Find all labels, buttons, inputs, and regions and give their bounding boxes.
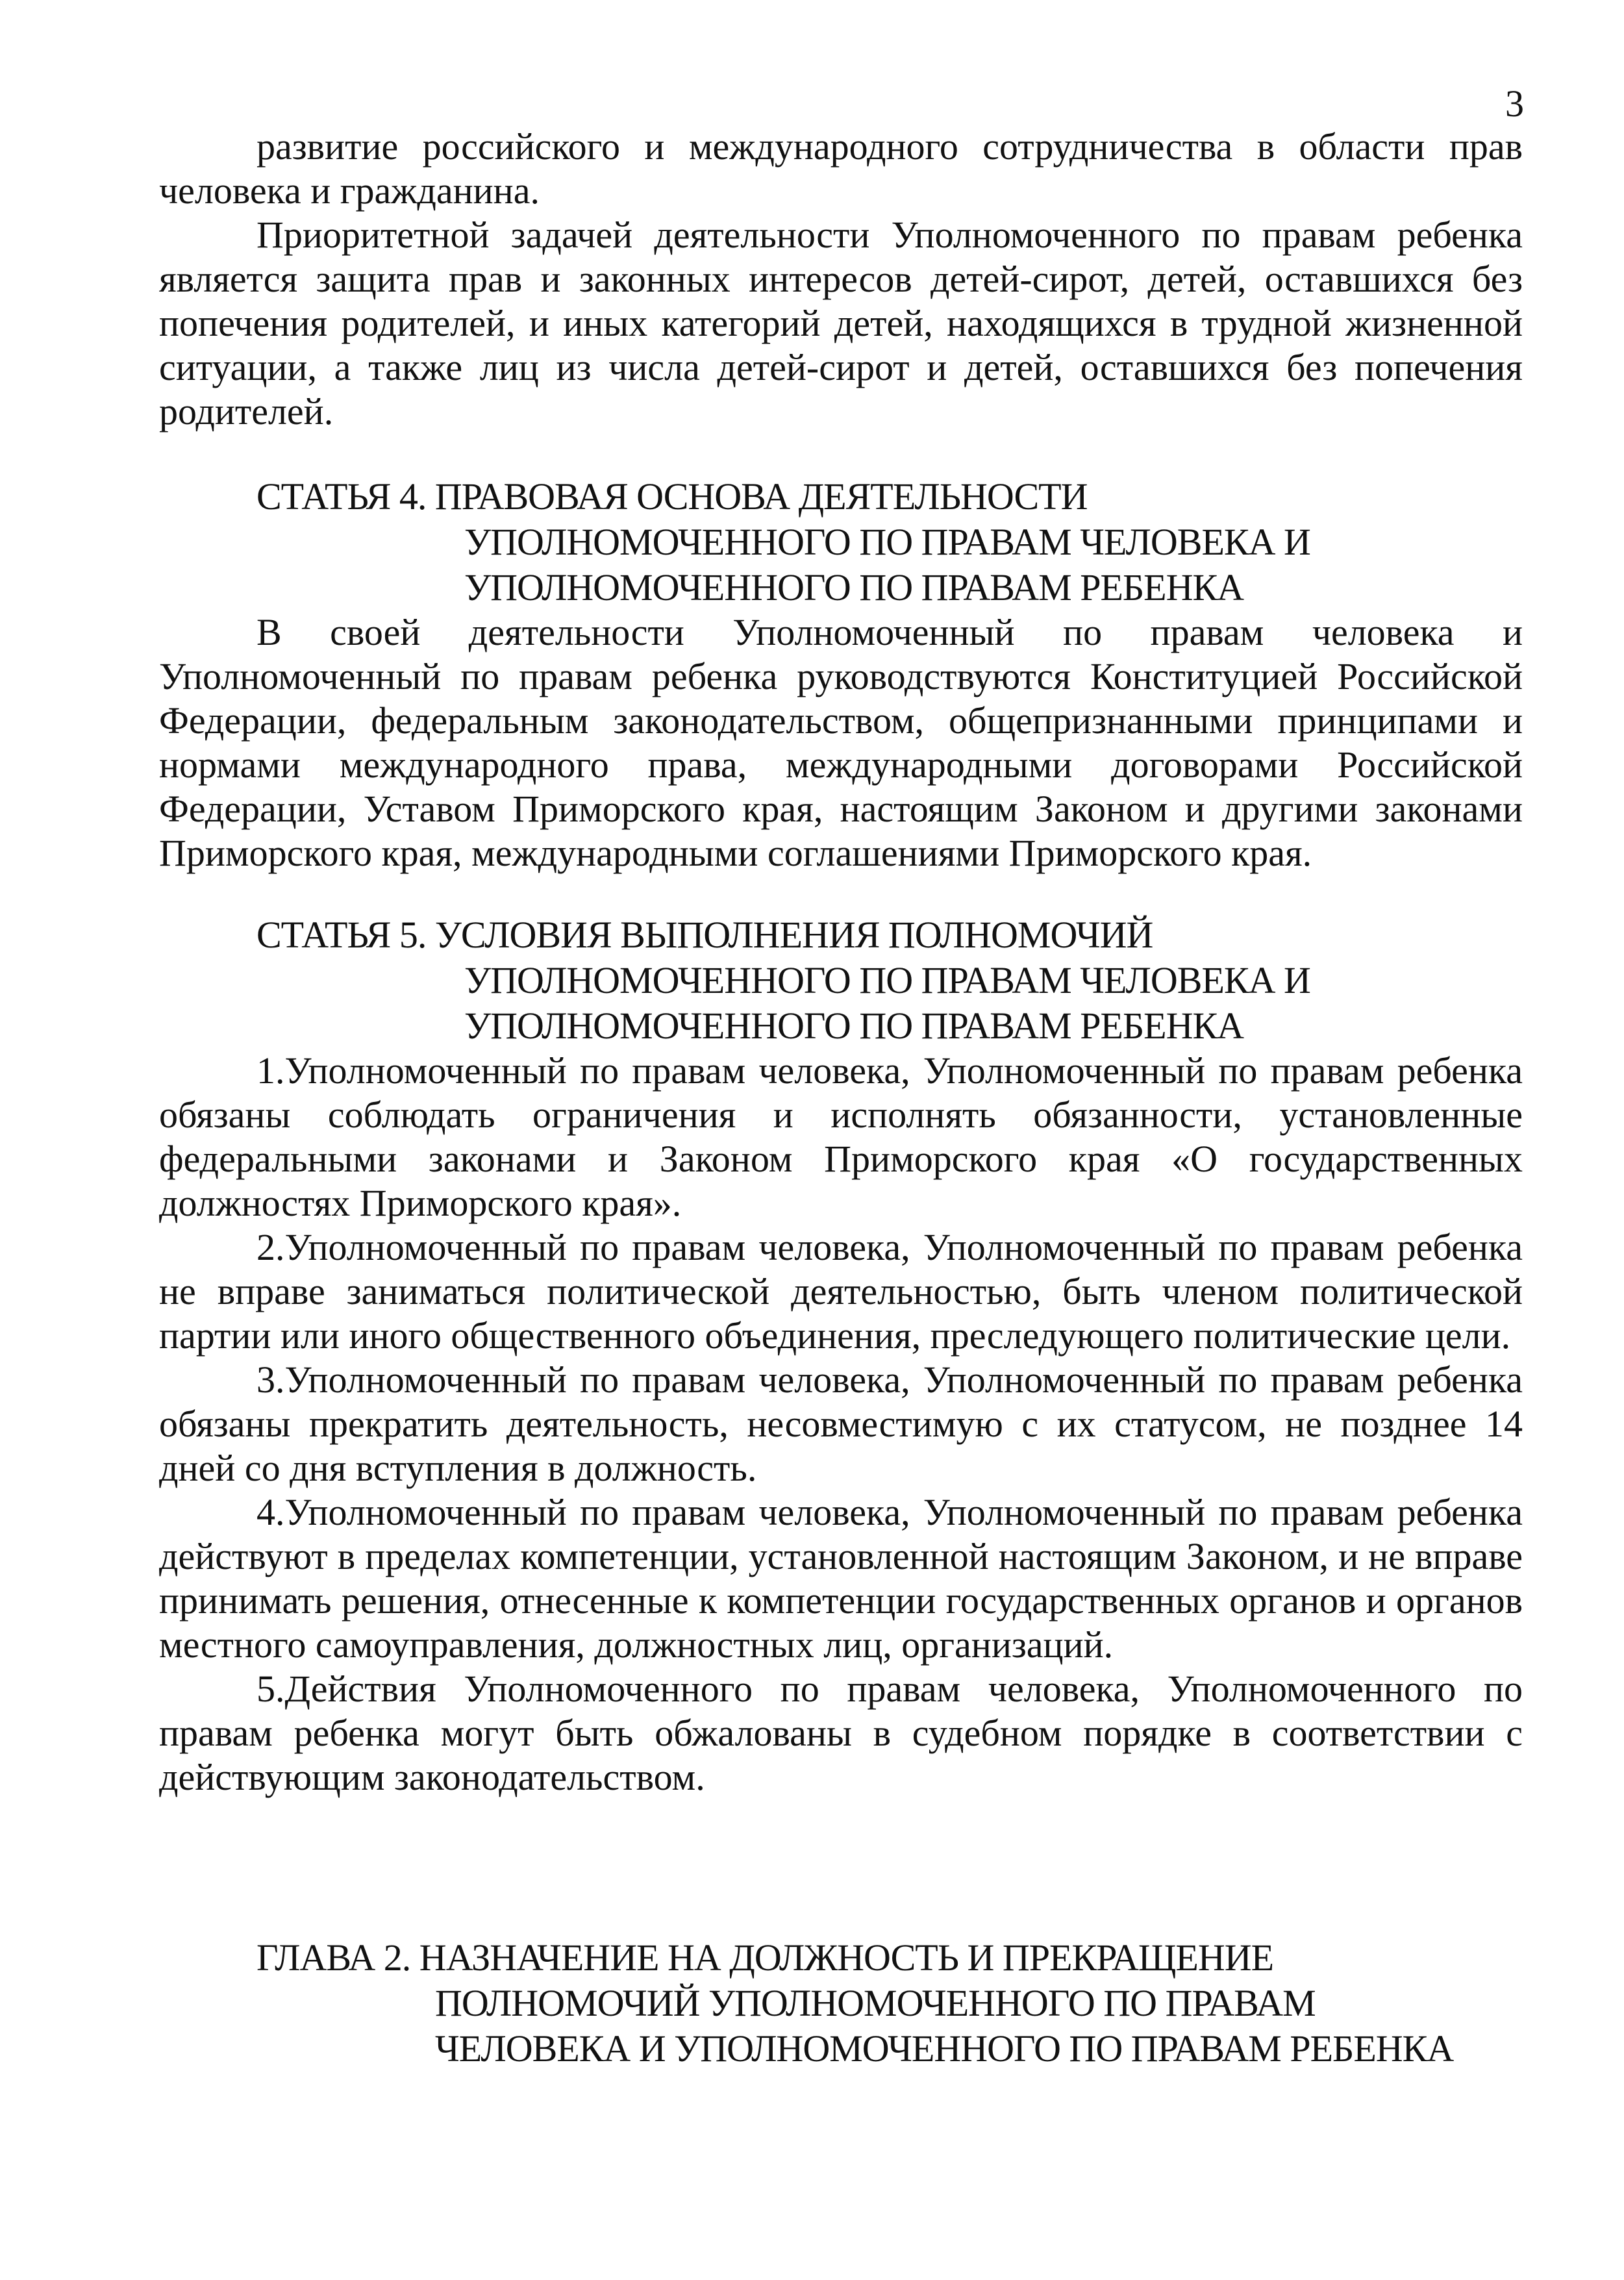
article-5-item-1: 1.Уполномоченный по правам человека, Уполномоченный по правам ребенка обязаны соблюдать ограничения и исполнять обязанности, установленные федеральными законами и Законом Приморского края «О государственных должностях Приморского края». [159, 1049, 1523, 1224]
article-4-heading-line-1: СТАТЬЯ 4. ПРАВОВАЯ ОСНОВА ДЕЯТЕЛЬНОСТИ [256, 475, 1088, 518]
intro-section [159, 125, 1523, 434]
article-5-item-4: 4.Уполномоченный по правам человека, Уполномоченный по правам ребенка действуют в пределах компетенции, установленной настоящим Законом, и не вправе принимать решения, отнесенные к компетенции государственных органов и органов местного самоуправления, должностных лиц, организаций. [159, 1491, 1523, 1666]
article-4-heading-line-3: УПОЛНОМОЧЕННОГО ПО ПРАВАМ РЕБЕНКА [464, 566, 1244, 608]
article-4-paragraph-1: В своей деятельности Уполномоченный по правам человека и Уполномоченный по правам ребенка руководствуются Конституцией Российской Федерации, федеральным законодательством, общепризнанными принципами и нормами международного права, международными договорами Российской Федерации, Уставом Приморского края, настоящим Законом и другими законами Приморского края, международными соглашениями Приморского края. [159, 611, 1523, 874]
page-number: 3 [1505, 82, 1524, 125]
intro-paragraph-2: Приоритетной задачей деятельности Уполномоченного по правам ребенка является защита прав и законных интересов детей-сирот, детей, оставшихся без попечения родителей, и иных категорий детей, находящихся в трудной жизненной ситуации, а также лиц из числа детей-сирот и детей, оставшихся без попечения родителей. [159, 214, 1523, 432]
article-5-item-5: 5.Действия Уполномоченного по правам человека, Уполномоченного по правам ребенка могут быть обжалованы в судебном порядке в соответствии с действующим законодательством. [159, 1668, 1523, 1798]
article-5-heading-line-1: СТАТЬЯ 5. УСЛОВИЯ ВЫПОЛНЕНИЯ ПОЛНОМОЧИЙ [256, 914, 1153, 956]
article-5-item-2: 2.Уполномоченный по правам человека, Уполномоченный по правам ребенка не вправе заниматься политической деятельностью, быть членом политической партии или иного общественного объединения, преследующего политические цели. [159, 1226, 1523, 1357]
intro-paragraph-1: развитие российского и международного сотрудничества в области прав человека и гражданина. [159, 125, 1523, 212]
article-5-item-3: 3.Уполномоченный по правам человека, Уполномоченный по правам ребенка обязаны прекратить деятельность, несовместимую с их статусом, не позднее 14 дней со дня вступления в должность. [159, 1359, 1523, 1489]
article-5-body [159, 1049, 1523, 1799]
chapter-2-heading-line-2: ПОЛНОМОЧИЙ УПОЛНОМОЧЕННОГО ПО ПРАВАМ [435, 1982, 1316, 2024]
chapter-2-heading-line-1: ГЛАВА 2. НАЗНАЧЕНИЕ НА ДОЛЖНОСТЬ И ПРЕКРАЩЕНИЕ [256, 1936, 1274, 1979]
article-5-heading-line-3: УПОЛНОМОЧЕННОГО ПО ПРАВАМ РЕБЕНКА [464, 1005, 1244, 1047]
article-5-heading-line-2: УПОЛНОМОЧЕННОГО ПО ПРАВАМ ЧЕЛОВЕКА И [464, 959, 1310, 1001]
chapter-2-heading [256, 1935, 1523, 2072]
article-4-heading [256, 474, 1523, 610]
article-4-heading-line-2: УПОЛНОМОЧЕННОГО ПО ПРАВАМ ЧЕЛОВЕКА И [464, 521, 1310, 563]
article-5-heading [256, 912, 1523, 1049]
chapter-2-heading-line-3: ЧЕЛОВЕКА И УПОЛНОМОЧЕННОГО ПО ПРАВАМ РЕБЕНКА [435, 2027, 1454, 2070]
article-4-body [159, 610, 1523, 875]
